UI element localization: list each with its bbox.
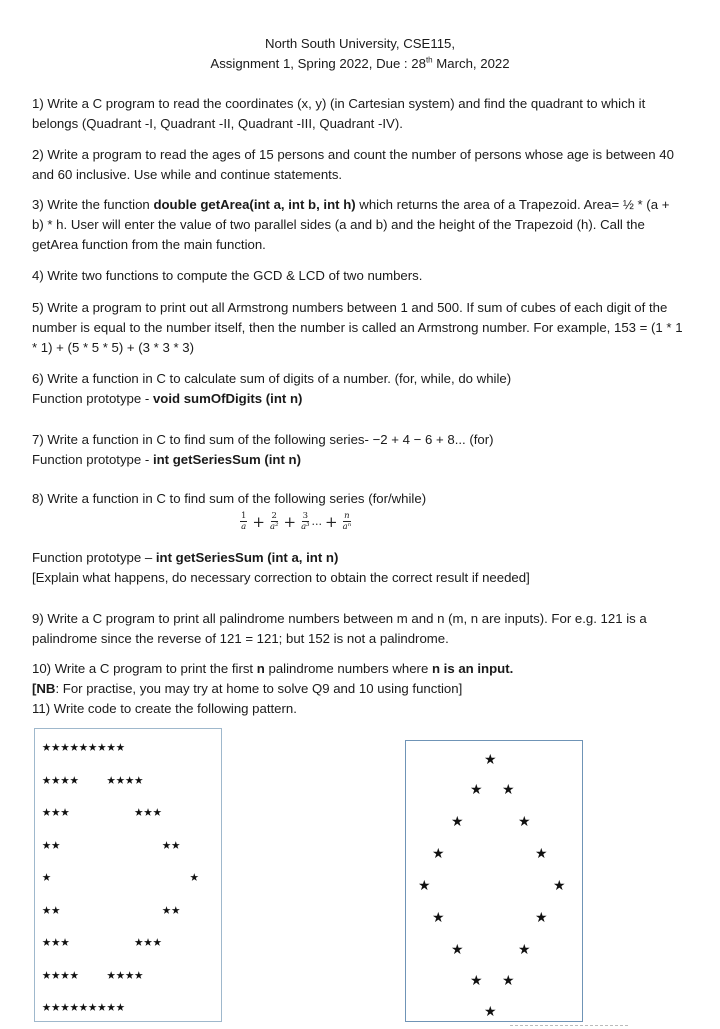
question-10: 10) Write a C program to print the first n palindrome numbers where n is an input. [NB: For practise, you may try at home to solve Q9 and 10 using function] 11) Write code to create the following pattern. [32,659,684,719]
question-7: 7) Write a function in C to find sum of the following series- −2 + 4 − 6 + 8... (for) Function prototype - int getSeriesSum (int n) [32,432,494,467]
header-university: North South University, CSE115, [264,36,456,51]
pattern-right-star: ★ [432,910,445,926]
question-3: 3) Write the function double getArea(int a, int b, int h) which returns the area of a Trapezoid. Area= ½ * (a + b) * h. User will enter the value of two parallel sides (a and b) and the height of the Trapezoid (h). Call the getArea function from the main function. [32,197,670,252]
question-11: 11) Write code to create the following pattern. [32,701,297,716]
pattern-right-star: ★ [518,942,531,958]
pattern-right-star: ★ [518,814,531,830]
pattern-left-row: ★★ ★★ [42,834,181,853]
pattern-right-star: ★ [470,973,483,989]
pattern-right-star: ★ [470,782,483,798]
pattern-right-star: ★ [502,973,515,989]
question-5: 5) Write a program to print out all Armstrong numbers between 1 and 500. If sum of cubes of each digit of the number is equal to the number itself, then the number is called an Armstrong number. For example, 153 = (1 * 1 * 1) + (5 * 5 * 5) + (3 * 3 * 3) [32,300,683,355]
pattern-right-star: ★ [451,942,464,958]
formula-term-2: $\frac{2}{\text{a²}}$ [270,511,279,532]
pattern-right-star: ★ [432,846,445,862]
formula-term-1: $\frac{1}{a}$ [241,511,247,532]
pattern-right-star: ★ [535,910,548,926]
question-9: 9) Write a C program to print all palindrome numbers between m and n (m, n are inputs). For e.g. 121 is a palindrome since the reverse of 121 = 121; but 152 is not a palindrome. [32,611,647,646]
header-assignment: Assignment 1, Spring 2022, Due : 28th March, 2022 [210,55,510,71]
pattern-left-row: ★★★ ★★★ [42,802,162,820]
question-8-prototype: Function prototype – int getSeriesSum (int a, int n) [Explain what happens, do necessary correction to obtain the correct result if needed] [32,550,530,585]
pattern-left-row: ★★★★ ★★★★ [42,964,144,983]
question-1: 1) Write a C program to read the coordinates (x, y) (in Cartesian system) and find the quadrant to which it belongs (Quadrant -I, Quadrant -II, Quadrant -III, Quadrant -IV). [32,96,646,131]
formula-term-3: $\frac{3}{\text{a³}}$ [301,511,310,532]
page-edge-mark [510,1022,628,1026]
pattern-left-row: ★★★ ★★★ [42,932,162,950]
formula-term-n: $\frac{n}{\text{aⁿ}}$ [342,511,352,532]
pattern-right-star: ★ [553,878,566,894]
pattern-left-row: ★★★★ ★★★★ [42,769,144,788]
pattern-right-star: ★ [418,878,431,894]
question-4: 4) Write two functions to compute the GCD & LCD of two numbers. [32,268,423,283]
question-6: 6) Write a function in C to calculate sum of digits of a number. (for, while, do while) Function prototype - void sumOfDigits (int n) [32,371,512,406]
formula-ellipsis: ... [311,514,323,528]
pattern-left-row: ★★★★★★★★★ [42,737,126,755]
pattern-left-row: ★★★★★★★★★ [42,997,126,1015]
pattern-right-star: ★ [484,1004,497,1020]
pattern-left-row: ★★ ★★ [42,899,181,918]
pattern-left-row: ★ ★ [42,867,199,885]
series-formula: $\frac{1}{a}$ + $\frac{2}{\text{a²}}$ + $\frac{3}{\text{a³}}$ ... + $\frac{n}{\text{aⁿ}}$ [241,511,352,532]
pattern-right-star: ★ [484,752,497,768]
pattern-right-star: ★ [502,782,515,798]
assignment-header [0,34,720,74]
question-8: 8) Write a function in C to find sum of the following series (for/while) [32,491,427,506]
question-2: 2) Write a program to read the ages of 15 persons and count the number of persons whose age is between 40 and 60 inclusive. Use while and continue statements. [32,147,674,182]
pattern-right-star: ★ [451,814,464,830]
pattern-right-star: ★ [535,846,548,862]
